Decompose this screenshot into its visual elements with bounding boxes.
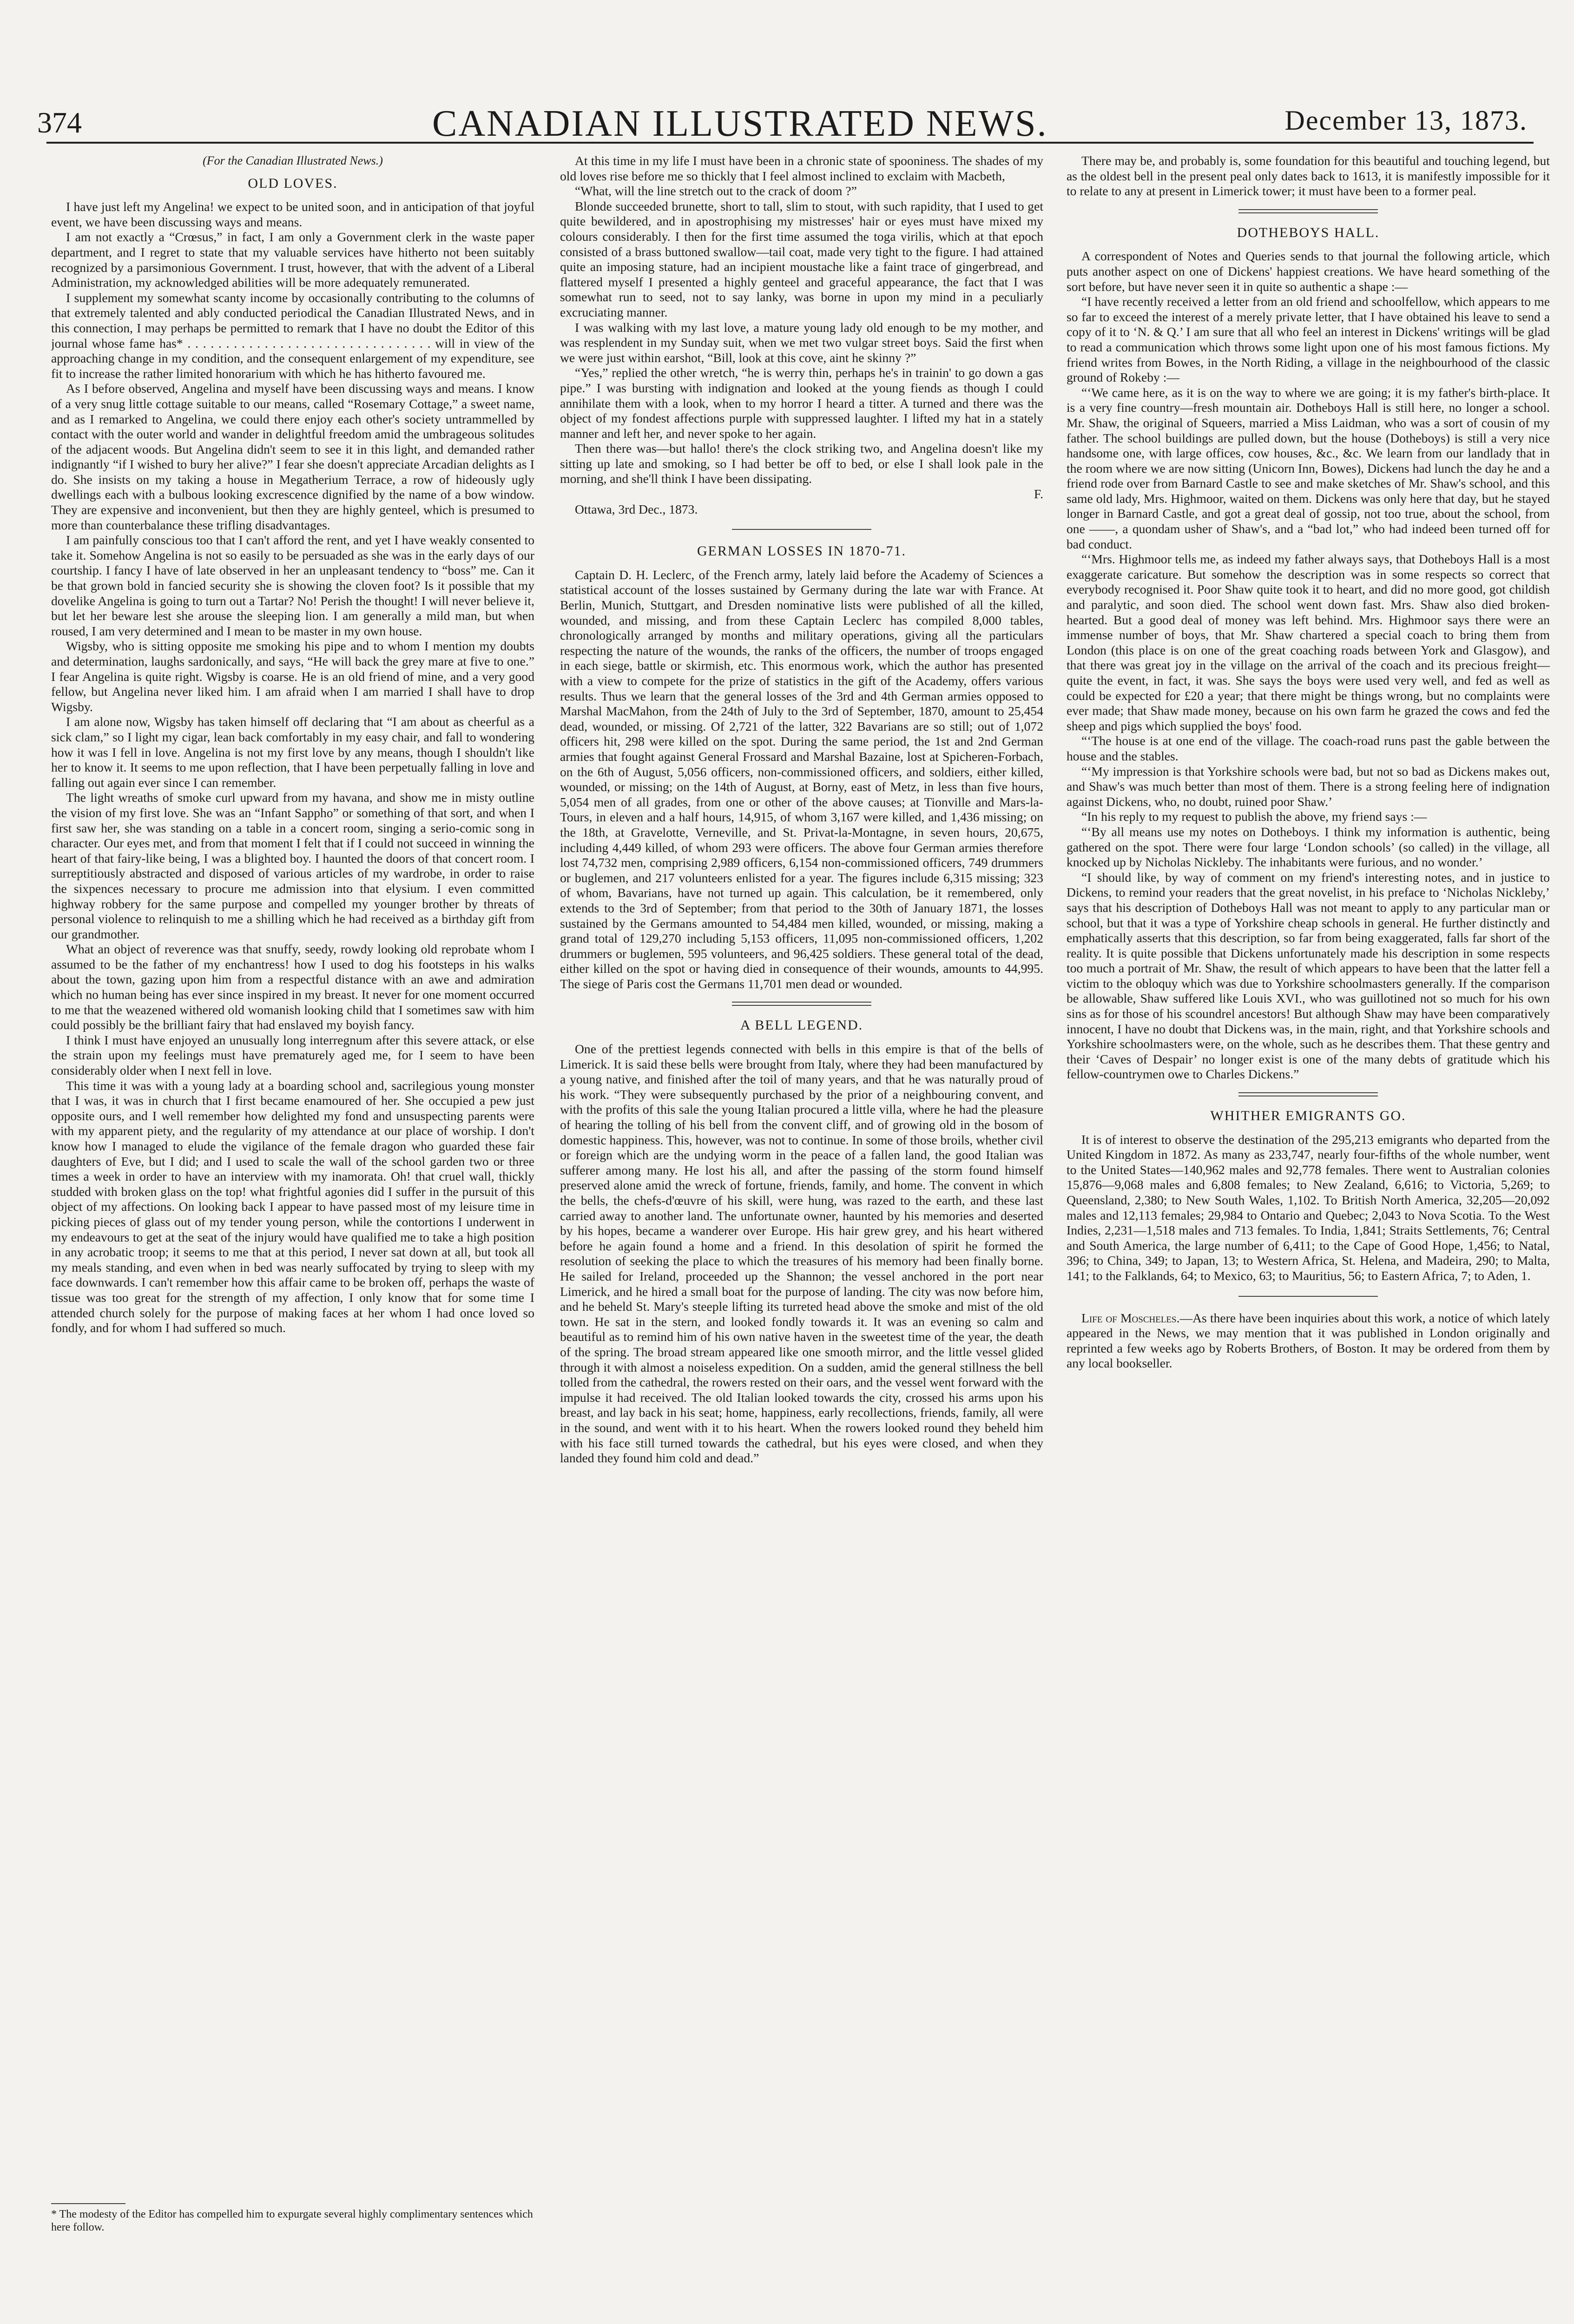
article-dateline: Ottawa, 3rd Dec., 1873.	[575, 502, 698, 516]
page-number: 374	[37, 106, 82, 139]
article-paragraph: One of the prettiest legends connected with bells in this empire is that of the bells of Limerick. It is said these bells were brought from Italy, where they had been manufactured by a young native, and finished after the toil of many years, and that he was naturally proud of his work. “They were subsequently purchased by the prior of a neighbouring convent, and with the profits of this sale the young Italian procured a little villa, where he had the pleasure of hearing the tolling of his bell from the convent cliff, and of growing old in the bosom of domestic happiness. This, however, was not to continue. In some of those broils, whether civil or foreign which are the undying worm in the peace of a fallen land, the good Italian was sufferer among many. He lost his all, and after the passing of the storm found himself preserved alone amid the wreck of fortune, friends, family, and home. The convent in which the bells, the chefs-d'œuvre of his skill, were hung, was razed to the earth, and these last carried away to another land. The unfortunate owner, haunted by his memories and deserted by his hopes, became a wanderer over Europe. His hair grew grey, and his heart withered before he again found a home and a friend. In this desolation of spirit he formed the resolution of seeking the place to which the treasures of his memory had been finally borne. He sailed for Ireland, proceeded up the Shannon; the vessel anchored in the port near Limerick, and he hired a small boat for the purpose of landing. The city was now before him, and he beheld St. Mary's steeple lifting its turreted head above the smoke and mist of the old town. He sat in the stern, and looked fondly towards it. It was an evening so calm and beautiful as to remind him of his own native haven in the sweetest time of the year, the death of the spring. The broad stream appeared like one smooth mirror, and the little vessel glided through it with almost a noiseless expedition. On a sudden, amid the general stillness the bell tolled from the cathedral, the rowers rested on their oars, and the vessel went forward with the impulse it had received. The old Italian looked towards the city, crossed his arms upon his breast, and lay back in his seat; home, happiness, early recollections, friends, family, all were in the sound, and went with it to his heart. When the rowers looked round they beheld him with his face still turned towards the cathedral, but his eyes were closed, and when they landed they found him cold and dead.”	[560, 1042, 1043, 1466]
article-paragraph: I have just left my Angelina! we expect to be united soon, and in anticipation of that joyful event, we have been discussing ways and means.	[51, 199, 534, 229]
article-paragraph: “‘By all means use my notes on Dotheboys. I think my information is authentic, being gathered on the spot. There were four large ‘London schools’ (so called) in the village, all knocked up by Nicholas Nickleby. The inhabitants were furious, and no wonder.’	[1067, 824, 1550, 870]
article-paragraph: “What, will the line stretch out to the crack of doom ?”	[575, 184, 857, 198]
footnote-rule	[51, 2203, 125, 2204]
article-paragraph: “I should like, by way of comment on my friend's interesting notes, and in justice to Dickens, to remind your readers that the great novelist, in his preface to ‘Nicholas Nickleby,’ says that his description of Dotheboys Hall was not meant to apply to any particular man or school, but that it was a type of Yorkshire cheap schools in general. He further distinctly and emphatically asserts that this description, so far from being exaggerated, falls far short of the reality. It is quite possible that Dickens unfortunately made his description in some respects too much a portrait of Mr. Shaw, the result of which appears to have been that the latter fell a victim to the obloquy which was due to Yorkshire schoolmasters generally. If the comparison be allowable, Shaw suffered like Louis XVI., who was guillotined not so much for his own sins as for those of his scoundrel ancestors! But although Shaw may have been comparatively innocent, I have no doubt that Dickens was, in the main, right, and that Yorkshire schools and Yorkshire schoolmasters were, on the whole, such as he describes them. That these gentry and their ‘Caves of Despair’ no longer exist is one of the many debts of gratitude which his fellow-countrymen owe to Charles Dickens.”	[1067, 870, 1550, 1082]
section-separator	[1238, 1296, 1378, 1297]
article-paragraph: “‘My impression is that Yorkshire schools were bad, but not so bad as Dickens makes out, and Shaw's was much better than most of them. There is a strong feeling here of indignation against Dickens, who, no doubt, ruined poor Shaw.’	[1067, 764, 1550, 809]
publication-title: CANADIAN ILLUSTRATED NEWS.	[432, 103, 1048, 144]
moscheles-notice	[1067, 1311, 1550, 1371]
article-paragraph: What an object of reverence was that snuffy, seedy, rowdy looking old reprobate whom I assumed to be the father of my enchantress! how I used to dog his footsteps in his walks about the town, gazing upon him from a respectful distance with an awe and admiration which no human being has ever since inspired in my breast. It never for one moment occurred to me that the weazened withered old womanish looking child that I sometimes saw with him could possibly be the brilliant fairy that had enslaved my boyish fancy.	[51, 942, 534, 1032]
article-paragraph: “Yes,” replied the other wretch, “he is werry thin, perhaps he's in trainin' to go down a gas pipe.” I was bursting with indignation and looked at the young fiends as though I could annihilate them with a look, when to my horror I heard a titter. A turned and there was the object of my fondest affections purple with suppressed laughter. I lifted my hat in a stately manner and left her, and never spoke to her again.	[560, 365, 1043, 441]
article-title-old-loves: OLD LOVES.	[248, 175, 338, 191]
article-paragraph: “‘Mrs. Highmoor tells me, as indeed my father always says, that Dotheboys Hall is a most exaggerate caricature. But somehow the description was in some respects so correct that everybody recognised it. Poor Shaw quite took it to heart, and did no more good, got childish and paralytic, and soon died. The school went down fast. Mrs. Shaw also died broken-hearted. But a good deal of money was left behind. Mrs. Highmoor says there were an immense number of boys, that Mr. Shaw chartered a special coach to bring them from London (this place is on one of the great coaching roads between York and Glasgow), and that there was great joy in the village on the arrival of the coach and its precious freight—quite the event, in fact, it was. She says the boys were used very well, and fed as well as could be expected for £20 a year; that there might be things wrong, but no complaints were ever made; that Shaw made money, because on his own farm he grazed the cows and fed the sheep and pigs which supplied the boys' food.	[1067, 552, 1550, 733]
article-title-whither-emigrants-go: WHITHER EMIGRANTS GO.	[1210, 1108, 1406, 1124]
article-paragraph: I am not exactly a “Crœsus,” in fact, I am only a Government clerk in the waste paper department, and I regret to state that my valuable services have hitherto not been suitably recognized by a parsimonious Government. I trust, however, that with the advent of a Liberal Administration, my acknowledged abilities will be more adequately remunerated.	[51, 230, 534, 290]
article-paragraph: I supplement my somewhat scanty income by occasionally contributing to the columns of that extremely talented and ably conducted periodical the Canadian Illustrated News, and in this connection, I may perhaps be permitted to remark that I have no doubt the Editor of this journal whose fame has* . . . . . . . . . . . . . . . . . . . . . . . . . . . . . . . . will in view of the approaching change in my condition, and the consequent enlargement of my expenditure, see fit to increase the rather limited honorarium with which he has hitherto favoured me.	[51, 290, 534, 381]
issue-date: December 13, 1873.	[1284, 105, 1528, 136]
section-separator	[1238, 209, 1378, 213]
section-separator	[732, 1002, 871, 1006]
article-paragraph: It is of interest to observe the destination of the 295,213 emigrants who departed from the United Kingdom in 1872. As many as 233,747, nearly four-fifths of the whole number, went to the United States—140,962 males and 92,778 females. There went to Australian colonies 15,876—9,068 males and 6,808 females; to New Zealand, 6,616; to Victoria, 5,269; to Queensland, 2,380; to New South Wales, 1,102. To British North America, 32,205—20,092 males and 12,113 females; 29,984 to Ontario and Quebec; 2,043 to Nova Scotia. To the West Indies, 2,231—1,518 males and 713 females. To India, 1,841; Straits Settlements, 76; Central and South America, the large number of 6,411; to the Cape of Good Hope, 1,456; to Natal, 396; to China, 349; to Japan, 13; to Western Africa, St. Helena, and Madeira, 290; to Malta, 141; to the Falklands, 64; to Mexico, 63; to Mauritius, 56; to Eastern Africa, 7; to Aden, 1.	[1067, 1132, 1550, 1283]
article-body-dotheboys-hall	[1067, 249, 1550, 1082]
column-3	[1067, 153, 1550, 2319]
article-paragraph: Then there was—but hallo! there's the clock striking two, and Angelina doesn't like my sitting up late and smoking, so I had better be off to bed, or else I shall look pale in the morning, and she'll think I have been dissipating.	[560, 441, 1043, 486]
section-separator	[1238, 1092, 1378, 1096]
article-paragraph: As I before observed, Angelina and myself have been discussing ways and means. I know of a very snug little cottage suitable to our means, called “Rosemary Cottage,” a sweet name, and as I remarked to Angelina, we could there enjoy each other's society untrammelled by contact with the outer world and wander in delightful freedom amid the umbrageous solitudes of the adjacent woods. But Angelina didn't seem to see it in this light, and demanded rather indignantly “if I wished to bury her alive?” I fear she doesn't appreciate Arcadian delights as I do. She insists on my taking a house in Megatherium Terrace, a row of hideously ugly dwellings each with a bulbous looking excrescence dignified by the name of a bow window. They are expensive and inconvenient, but then they are highly genteel, which is presumed to more than counterbalance these trifling disadvantages.	[51, 381, 534, 532]
column-2	[560, 153, 1043, 2319]
article-body-whither-emigrants-go	[1067, 1132, 1550, 1284]
article-paragraph: I was walking with my last love, a mature young lady old enough to be my mother, and was resplendent in my Sunday suit, when we met two vulgar street boys. Said the first when we were just within earshot, “Bill, look at this cove, aint he skinny ?”	[560, 320, 1043, 365]
article-signature: F.	[1034, 487, 1043, 502]
article-title-dotheboys-hall: DOTHEBOYS HALL.	[1237, 224, 1380, 240]
article-paragraph: “‘We came here, as it is on the way to where we are going; it is my father's birth-place. It is a very fine country—fresh mountain air. Dotheboys Hall is still here, no longer a school. Mr. Shaw, the original of Squeers, married a Miss Laidman, who was a sort of cousin of my father. The school buildings are pulled down, but the house (Dotheboys) is still a very nice handsome one, with large offices, cow houses, &c., &c. We learn from our landlady that in the room where we are now sitting (Unicorn Inn, Bowes), Dickens had lunch the day he and a friend rode over from Barnard Castle to see and make sketches of Mr. Shaw's school, and this same old lady, Mrs. Highmoor, waited on them. Dickens was only here that day, but he stayed longer in Barnard Castle, and got a great deal of gossip, not too true, about the school, from one ——, a quondam usher of Shaw's, and a “bad lot,” who had indeed been turned off for bad conduct.	[1067, 385, 1550, 551]
article-paragraph: There may be, and probably is, some foundation for this beautiful and touching legend, but as the oldest bell in the present peal only dates back to 1613, it is manifestly impossible for it to relate to any at present in Limerick tower; it must have been to a former peal.	[1067, 153, 1550, 198]
column-1	[51, 153, 534, 2319]
header-rule	[46, 142, 1534, 144]
article-paragraph: I think I must have enjoyed an unusually long interregnum after this severe attack, or else the strain upon my feelings must have prematurely aged me, for I seem to have been considerably older when I next fell in love.	[51, 1032, 534, 1078]
article-body-bell-legend-continued	[1067, 153, 1550, 199]
article-title-bell-legend: A BELL LEGEND.	[740, 1017, 863, 1033]
page-header	[37, 100, 1537, 142]
article-paragraph: I am alone now, Wigsby has taken himself off declaring that “I am about as cheerful as a sick clam,” so I light my cigar, lean back comfortably in my easy chair, and fall to wondering how it was I fell in love. Angelina is not my first love by any means, though I shouldn't like her to know it. It seems to me upon reflection, that I have been perpetually falling in love and falling out again ever since I can remember.	[51, 714, 534, 790]
editor-footnote	[51, 2203, 534, 2234]
moscheles-lead: Life of Moscheles.	[1081, 1310, 1180, 1325]
article-paragraph: Captain D. H. Leclerc, of the French army, lately laid before the Academy of Sciences a statistical account of the losses sustained by Germany during the late war with France. At Berlin, Munich, Stuttgart, and Dresden nominative lists were published of all the killed, wounded, and missing, and from these Captain Leclerc has compiled 8,000 tables, chronologically arranged by months and military operations, giving all the particulars respecting the nature of the wounds, the ranks of the officers, the number of troops engaged in each siege, battle or skirmish, etc. This enormous work, which the author has presented with a view to compete for the prize of statistics in the gift of the Academy, offers various results. Thus we learn that the general losses of the 3rd and 4th German armies opposed to Marshal MacMahon, from the 24th of July to the 3rd of September, 1870, amount to 25,454 dead, wounded, or missing. Of 2,721 of the latter, 322 Bavarians are so still; out of 1,072 officers hit, 298 were killed on the spot. During the same period, the 1st and 2nd German armies that fought against General Frossard and Marshal Bazaine, lost at Spicheren-Forbach, on the 6th of August, 5,056 officers, non-commissioned officers, and soldiers, either killed, wounded, or missing; on the 14th of August, at Borny, east of Metz, in less than five hours, 5,054 men of all grades, from one or other of the above causes; at Tionville and Mars-la-Tours, in eleven and a half hours, 14,915, of whom 3,167 were killed, and 1,436 missing; on the 18th, at Gravelotte, Verneville, and St. Privat-la-Montagne, in seven hours, 20,675, including 4,449 killed, of whom 293 were officers. The above four German armies therefore lost 74,732 men, comprising 2,989 officers, 6,154 non-commissioned officers, 749 drummers or buglemen, and 217 volunteers enlisted for a year. The figures include 6,315 missing; 323 of whom, Bavarians, have not turned up again. This calculation, be it remembered, only extends to the 3rd of September; from that period to the 30th of January 1871, the losses sustained by the Germans amounted to 54,484 men killed, wounded, or missing, making a grand total of 129,270 including 5,153 officers, 11,095 non-commissioned officers, 1,202 drummers or buglemen, 595 volunteers, and 96,425 soldiers. These general total of the dead, either killed on the spot or having died in consequence of their wounds, amounts to 44,995. The siege of Paris cost the Germans 11,701 men dead or wounded.	[560, 567, 1043, 991]
article-paragraph: At this time in my life I must have been in a chronic state of spooniness. The shades of my old loves rise before me so thickly that I feel almost inclined to exclaim with Macbeth,	[560, 153, 1043, 183]
article-body-german-losses	[560, 568, 1043, 992]
article-paragraph: “‘The house is at one end of the village. The coach-road runs past the gable between the house and the stables.	[1067, 733, 1550, 763]
article-paragraph: The light wreaths of smoke curl upward from my havana, and show me in misty outline the vision of my first love. She was an “Infant Sappho” or something of that sort, and when I first saw her, she was standing on a table in a concert room, singing a serio-comic song in character. Our eyes met, and from that moment I felt that if I could not succeed in winning the heart of that fairy-like being, I was a blighted boy. I haunted the doors of that concert room. I surreptitiously abstracted and disposed of various articles of my wardrobe, in order to raise the sixpences necessary to procure me admission into that elysium. I even committed highway robbery for the same purpose and compelled my younger brother by threats of personal violence to relinquish to me a shilling which he had received as a birthday gift from our grandmother.	[51, 790, 534, 941]
article-paragraph: “I have recently received a letter from an old friend and schoolfellow, which appears to me so far to exceed the interest of a merely private letter, that I have obtained his leave to send a copy of it to ‘N. & Q.’ I am sure that all who feel an interest in Dickens' writings will be glad to read a communication which throws some light upon one of his most famous fictions. My friend writes from Bowes, in the North Riding, a village in the neighbourhood of the classic ground of Rokeby :—	[1067, 294, 1550, 385]
article-body-old-loves	[51, 199, 534, 1336]
article-body-old-loves-continued	[560, 153, 1043, 487]
article-source: (For the Canadian Illustrated News.)	[203, 154, 383, 167]
section-separator	[732, 529, 871, 530]
article-paragraph: I am painfully conscious too that I can't afford the rent, and yet I have weakly consented to take it. Somehow Angelina is not so easily to be persuaded as she was in the early days of our courtship. I fancy I have of late observed in her an unpleasant tendency to “boss” me. Can it be that grown bold in fancied security she is showing the cloven foot? Is it possible that my dovelike Angelina is going to turn out a Tartar? No! Perish the thought! I will never believe it, but let her beware lest she arouse the sleeping lion. I am generally a mild man, but when roused, I am very determined and I mean to be master in my own house.	[51, 533, 534, 638]
article-paragraph: This time it was with a young lady at a boarding school and, sacrilegious young monster that I was, it was in church that I first became enamoured of her. She occupied a pew just opposite ours, and I well remember how delighted my fond and unsuspecting parents were with my apparent piety, and the regularity of my attendance at our place of worship. I don't know how I managed to elude the vigilance of the female dragon who guarded these fair daughters of Eve, but I did; and I used to scale the wall of the school garden two or three times a week in order to have an interview with my inamorata. Oh! that cruel wall, thickly studded with broken glass on the top! what frightful agonies did I suffer in the pursuit of this object of my affections. On looking back I appear to have passed most of my leisure time in picking pieces of glass out of my tender young person, while the contortions I underwent in my endeavours to get at the seat of the injury would have qualified me to take a high position in any acrobatic troop; it seems to me that at this period, I never sat down at all, but took all my meals standing, and even when in bed was nearly suffocated by trying to sleep with my face downwards. I can't remember how this affair came to be broken off, perhaps the waste of tissue was too great for the strength of my affection, I only know that for some time I attended church solely for the purpose of making faces at her whom I had once loved so fondly, and for whom I had suffered so much.	[51, 1078, 534, 1335]
article-paragraph: “In his reply to my request to publish the above, my friend says :—	[1081, 809, 1427, 824]
article-paragraph: Blonde succeeded brunette, short to tall, slim to stout, with such rapidity, that I used to get quite bewildered, and in apostrophising my mistresses' hair or eyes must have mixed my colours considerably. I then for the first time assumed the toga virilis, which at that epoch consisted of a brass buttoned swallow—tail coat, made very tight to the figure. I had attained quite an imposing stature, had an incipient moustache like a faint trace of gingerbread, and flattered myself I presented a highly genteel and graceful appearance, the fact that I was somewhat run to seed, not to say lanky, was borne in upon my mind in a peculiarly excruciating manner.	[560, 198, 1043, 319]
article-title-german-losses: GERMAN LOSSES IN 1870-71.	[697, 543, 907, 559]
article-paragraph: Wigsby, who is sitting opposite me smoking his pipe and to whom I mention my doubts and determination, laughs sardonically, and says, “He will back the grey mare at five to one.” I fear Angelina is quite right. Wigsby is coarse. He is an old friend of mine, and a very good fellow, but Angelina never liked him. I am afraid when I am married I shall have to drop Wigsby.	[51, 639, 534, 714]
article-paragraph: A correspondent of Notes and Queries sends to that journal the following article, which puts another aspect on one of Dickens' happiest creations. We have heard something of the sort before, but have never seen it in quite so authentic a shape :—	[1067, 249, 1550, 294]
footnote-text: * The modesty of the Editor has compelled him to expurgate several highly complimentary sentences which here follow.	[51, 2208, 533, 2233]
moscheles-text: —As there have been inquiries about this work, a notice of which lately appeared in the News, we may mention that it was published in London originally and reprinted a few weeks ago by Roberts Brothers, of Boston. It may be ordered from them by any local bookseller.	[1067, 1310, 1550, 1371]
article-body-bell-legend	[560, 1042, 1043, 1466]
